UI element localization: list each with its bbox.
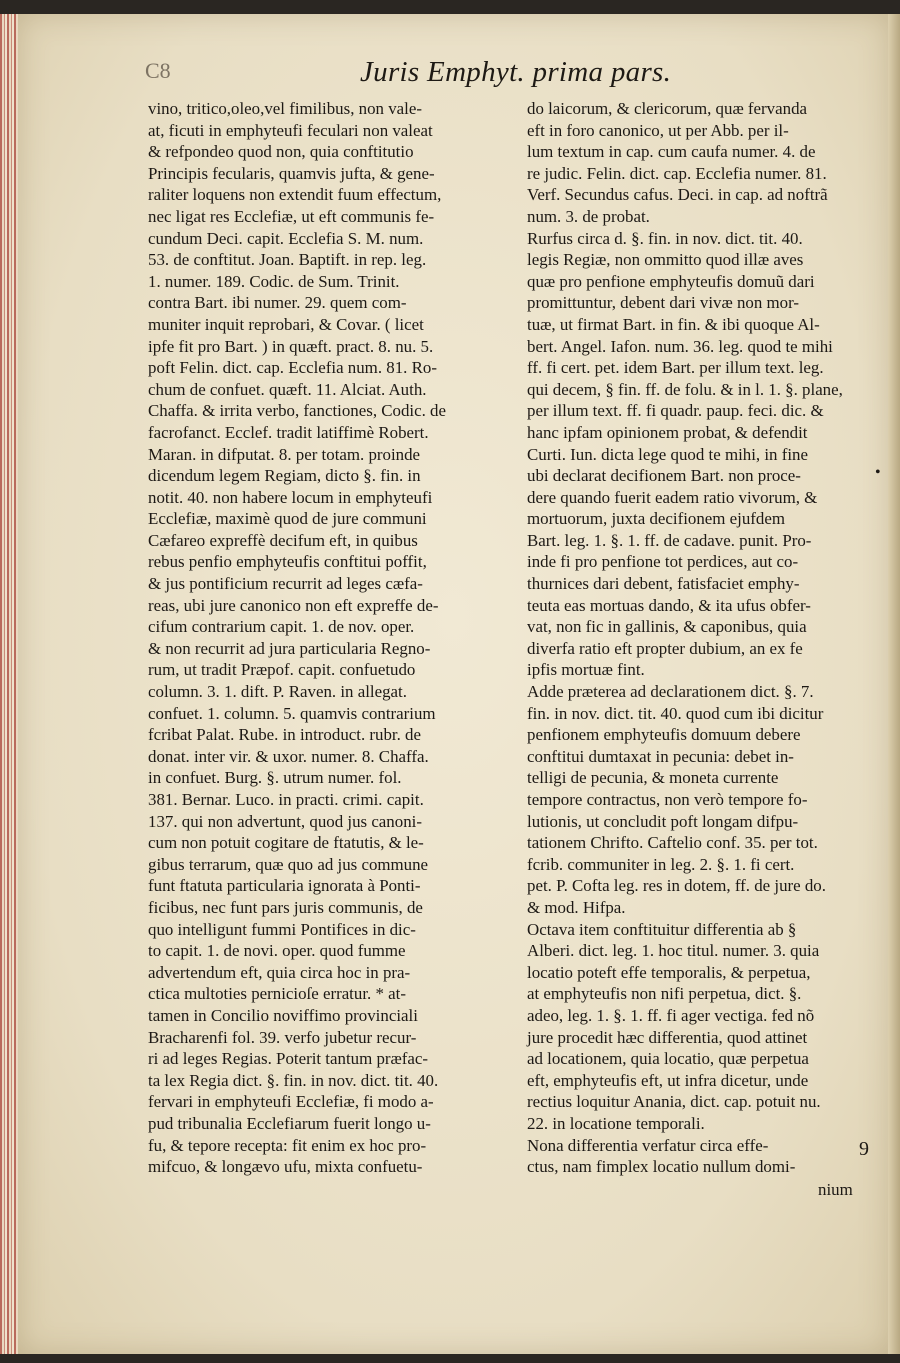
text-line: telligi de pecunia, & moneta currente [527, 768, 779, 788]
text-line: qui decem, § fin. ff. de folu. & in l. 1. §. plane, [527, 379, 843, 399]
text-line: ficibus, nec funt pars juris communis, de [148, 897, 423, 917]
text-line: 1. numer. 189. Codic. de Sum. Trinit. [148, 271, 400, 291]
text-line: poft Felin. dict. cap. Ecclefia num. 81. Ro- [148, 358, 437, 378]
text-line: ctus, nam fimplex locatio nullum domi- [527, 1157, 796, 1177]
text-line: funt ftatuta particularia ignorata à Ponti- [148, 876, 421, 896]
text-line: bert. Angel. Iafon. num. 36. leg. quod te mihi [527, 336, 833, 356]
text-line: inde fi pro penfione tot perdices, aut co- [527, 552, 799, 572]
text-line: eft in foro canonico, ut per Abb. per il- [527, 120, 789, 140]
text-line: raliter loquens non extendit fuum effectum, [148, 185, 442, 205]
text-line: in confuet. Burg. §. utrum numer. fol. [148, 768, 402, 788]
text-line: 137. qui non advertunt, quod jus canoni- [148, 811, 422, 831]
text-line: teuta eas mortuas dando, & ita ufus obfer- [527, 595, 811, 615]
text-line: 53. de conftitut. Joan. Baptift. in rep. leg. [148, 250, 427, 270]
text-line: Maran. in difputat. 8. per totam. proinde [148, 444, 421, 464]
text-line: tationem Chrifto. Caftelio conf. 35. per tot. [527, 833, 818, 853]
text-line: eft, emphyteufis eft, ut infra dicetur, unde [527, 1070, 809, 1090]
text-line: Principis fecularis, quamvis jufta, & gene- [148, 163, 435, 183]
text-line: tamen in Concilio noviffimo provinciali [148, 1005, 418, 1025]
text-line: pud tribunalia Ecclefiarum fuerit longo u- [148, 1113, 431, 1133]
text-line: cundum Deci. capit. Ecclefia S. M. num. [148, 228, 424, 248]
catchword: nium [818, 1180, 853, 1199]
text-line: Bracharenfi fol. 39. verfo jubetur recur- [148, 1027, 417, 1047]
margin-note-number: 9 [859, 1138, 869, 1160]
text-line: lutionis, ut concludit poft longam difpu- [527, 811, 799, 831]
text-line: to capit. 1. de novi. oper. quod fumme [148, 941, 406, 961]
page-fore-edge-left [0, 14, 20, 1354]
page-number: C8 [145, 58, 171, 83]
text-line: Cæfareo expreffè decifum eft, in quibus [148, 530, 418, 550]
text-line: chum de confuet. quæft. 11. Alciat. Auth. [148, 379, 427, 399]
text-line: ctica multoties pernicioſe erratur. * at- [148, 984, 406, 1004]
text-line: Alberi. dict. leg. 1. hoc titul. numer. 3. quia [527, 941, 820, 961]
text-line: quæ pro penfione emphyteufis domuũ dari [527, 271, 815, 291]
text-line: do laicorum, & clericorum, quæ fervanda [527, 99, 808, 118]
text-line: 381. Bernar. Luco. in practi. crimi. capit. [148, 790, 424, 809]
text-line: fervari in emphyteufi Ecclefiæ, fi modo a- [148, 1092, 434, 1112]
text-line: at, ficuti in emphyteufi feculari non valeat [148, 120, 433, 140]
text-line: mortuorum, juxta decifionem ejufdem [527, 509, 785, 529]
text-line: dere quando fuerit eadem ratio vivorum, & [527, 487, 818, 507]
text-line: fcrib. communiter in leg. 2. §. 1. fi cert. [527, 854, 795, 874]
text-line: vat, non fic in gallinis, & caponibus, quia [527, 617, 807, 637]
text-line: column. 3. 1. dift. P. Raven. in allegat. [148, 682, 407, 702]
text-line: ipfis mortuæ fint. [527, 660, 645, 680]
text-line: cifum contrarium capit. 1. de nov. oper. [148, 617, 415, 637]
text-line: hanc ipfam opinionem probat, & defendit [527, 422, 808, 442]
text-column-right [527, 98, 869, 1178]
margin-mark: • [875, 464, 881, 481]
text-line: Chaffa. & irrita verbo, fanctiones, Codic. de [148, 401, 446, 421]
text-line: diverfa ratio eft propter dubium, an ex fe [527, 638, 803, 658]
text-line: 22. in locatione temporali. [527, 1113, 705, 1133]
text-line: penfionem emphyteufis domuum debere [527, 725, 801, 745]
text-line: Octava item conftituitur differentia ab § [527, 919, 797, 939]
text-line: ff. fi cert. pet. idem Bart. per illum text. leg. [527, 358, 824, 378]
text-line: Nona differentia verfatur circa effe- [527, 1135, 769, 1155]
text-line: vino, tritico,oleo,vel fimilibus, non vale- [148, 99, 422, 118]
text-line: & refpondeo quod non, quia conftitutio [148, 142, 414, 162]
text-line: & jus pontificium recurrit ad leges cæfa- [148, 574, 423, 594]
text-line: Curti. Iun. dicta lege quod te mihi, in fine [527, 444, 808, 464]
text-line: confuet. 1. column. 5. quamvis contrarium [148, 703, 436, 723]
text-line: Verf. Secundus cafus. Deci. in cap. ad noftrã [527, 185, 828, 205]
text-line: rebus penfio emphyteufis conftitui poffit, [148, 552, 427, 572]
text-line: per illum text. ff. fi quadr. paup. feci. dic. & [527, 401, 824, 421]
text-line: Adde præterea ad declarationem dict. §. 7. [527, 682, 814, 702]
text-line: promittuntur, debent dari vivæ non mor- [527, 293, 800, 313]
text-line: locatio poteft effe temporalis, & perpetua, [527, 962, 811, 982]
text-line: rum, ut tradit Præpof. capit. confuetudo [148, 660, 416, 680]
text-line: & mod. Hifpa. [527, 897, 626, 917]
text-line: jure procedit hæc differentia, quod attinet [527, 1027, 808, 1047]
text-line: re judic. Felin. dict. cap. Ecclefia numer. 81. [527, 163, 827, 183]
text-line: pet. P. Cofta leg. res in dotem, ff. de jure do. [527, 876, 826, 896]
text-line: ipfe fit pro Bart. ) in quæft. pract. 8. nu. 5. [148, 336, 434, 356]
text-line: donat. inter vir. & uxor. numer. 8. Chaffa. [148, 746, 429, 766]
text-line: & non recurrit ad jura particularia Regno- [148, 638, 431, 658]
text-line: fin. in nov. dict. tit. 40. quod cum ibi dicitur [527, 703, 824, 723]
text-line: ad locationem, quia locatio, quæ perpetua [527, 1049, 809, 1069]
text-line: conftitui dumtaxat in pecunia: debet in- [527, 746, 794, 766]
text-line: notit. 40. non habere locum in emphyteufi [148, 487, 433, 507]
text-line: dicendum legem Regiam, dicto §. fin. in [148, 466, 421, 486]
page-gutter-right [888, 14, 900, 1354]
text-line: at emphyteufis non nifi perpetua, dict. §. [527, 984, 802, 1004]
text-line: contra Bart. ibi numer. 29. quem com- [148, 293, 407, 313]
text-column-left [148, 98, 488, 1178]
text-line: muniter inquit reprobari, & Covar. ( licet [148, 314, 424, 334]
text-line: nec ligat res Ecclefiæ, ut eft communis fe- [148, 206, 435, 226]
text-line: tempore contractus, non verò tempore fo- [527, 790, 808, 809]
text-line: gibus terrarum, quæ quo ad jus commune [148, 854, 429, 874]
text-line: fcribat Palat. Rube. in introduct. rubr. de [148, 725, 421, 745]
text-line: advertendum eft, quia circa hoc in pra- [148, 962, 411, 982]
text-line: tuæ, ut firmat Bart. in fin. & ibi quoque Al- [527, 314, 820, 334]
text-line: Ecclefiæ, maximè quod de jure communi [148, 509, 427, 529]
text-line: ri ad leges Regias. Poterit tantum præfac- [148, 1049, 429, 1069]
text-line: facrofanct. Ecclef. tradit latiffimè Robert. [148, 422, 429, 442]
text-line: mifcuo, & longævo ufu, mixta confuetu- [148, 1157, 423, 1177]
text-line: Bart. leg. 1. §. 1. ff. de cadave. punit. Pro- [527, 530, 812, 550]
text-line: adeo, leg. 1. §. 1. ff. fi ager vectiga. fed nõ [527, 1005, 815, 1025]
text-line: fu, & tepore recepta: fit enim ex hoc pro- [148, 1135, 427, 1155]
text-line: Rurfus circa d. §. fin. in nov. dict. tit. 40. [527, 228, 803, 248]
text-line: reas, ubi jure canonico non eft expreffe de- [148, 595, 439, 615]
text-line: num. 3. de probat. [527, 206, 650, 226]
text-line: thurnices dari debent, fatisfaciet emphy- [527, 574, 800, 594]
text-line: cum non potuit cogitare de ftatutis, & le- [148, 833, 424, 853]
text-line: ubi declarat decifionem Bart. non proce- [527, 466, 801, 486]
text-line: legis Regiæ, non ommitto quod illæ aves [527, 250, 804, 270]
running-title: Juris Emphyt. prima pars. [360, 56, 672, 88]
text-line: lum textum in cap. cum caufa numer. 4. de [527, 142, 816, 162]
text-line: quo intelligunt fummi Pontifices in dic- [148, 919, 416, 939]
text-line: rectius loquitur Anania, dict. cap. potuit nu. [527, 1092, 821, 1112]
running-header [0, 56, 900, 90]
text-line: ta lex Regia dict. §. fin. in nov. dict. tit. 40. [148, 1070, 439, 1090]
